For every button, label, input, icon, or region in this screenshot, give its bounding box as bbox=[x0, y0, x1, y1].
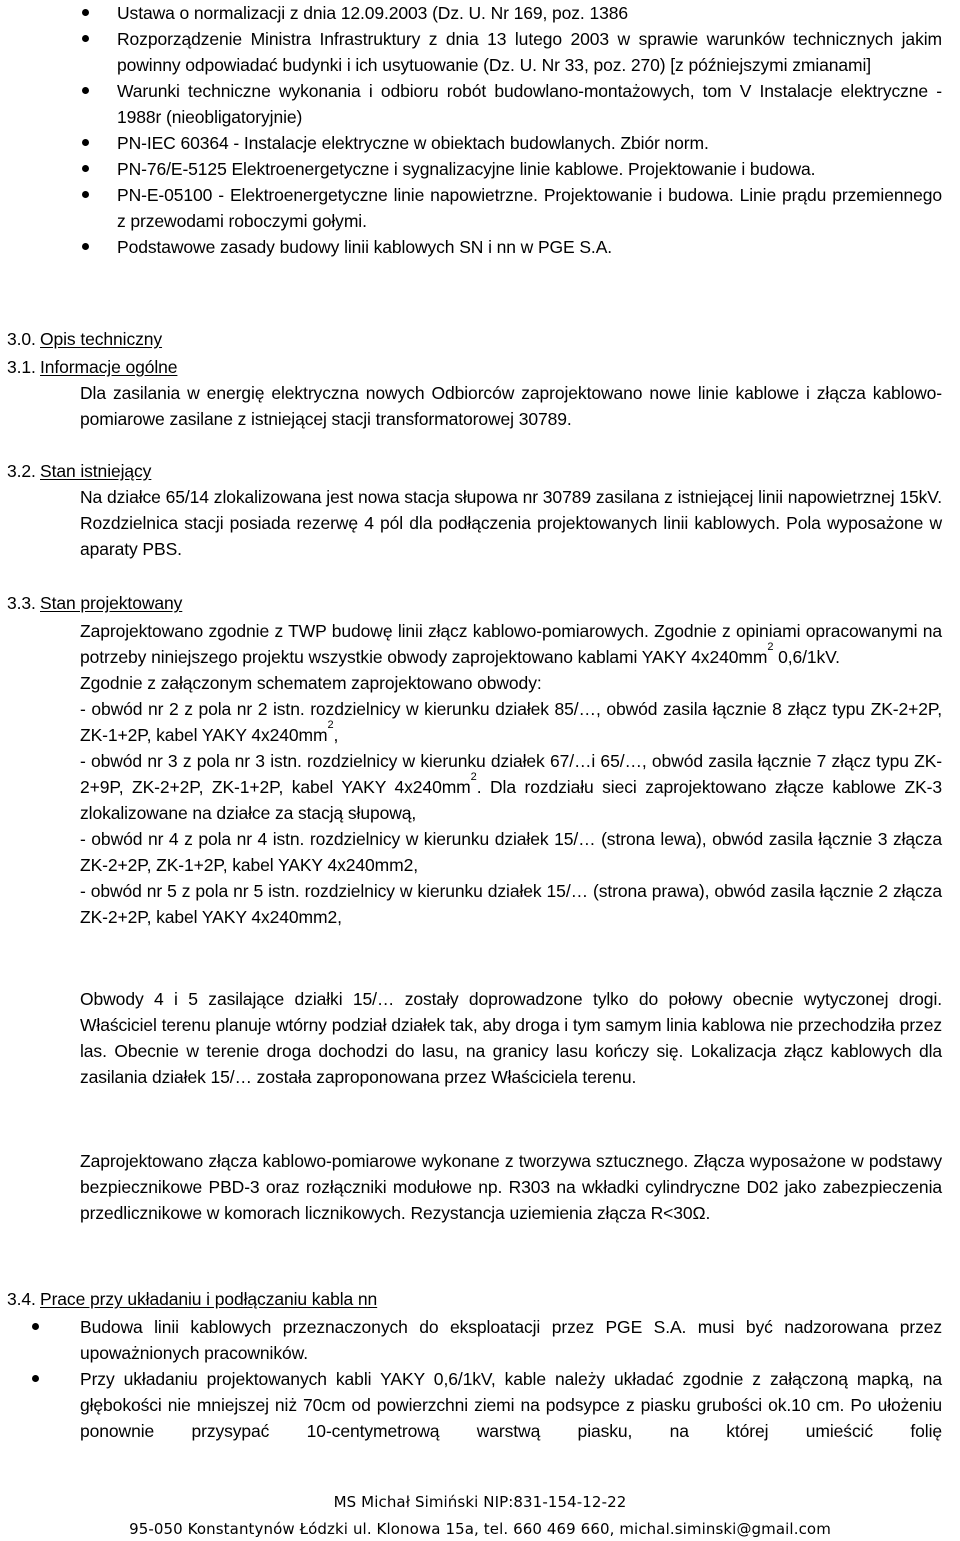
list-item bbox=[42, 1366, 942, 1444]
section-title: Stan projektowany bbox=[40, 593, 183, 613]
list-item-text: Rozporządzenie Ministra Infrastruktury z dnia 13 lutego 2003 w sprawie warunków technicznych jakim powinny odpowiadać budynki i ich usytuowanie (Dz. U. Nr 33, poz. 270) [z późniejszymi zmianami] bbox=[117, 29, 942, 75]
references-list bbox=[80, 0, 942, 260]
section-heading-3-3 bbox=[7, 590, 182, 616]
list-item bbox=[80, 234, 942, 260]
list-item-text: Budowa linii kablowych przeznaczonych do eksploatacji przez PGE S.A. musi być nadzorowana przez upoważnionych pracowników. bbox=[80, 1317, 942, 1363]
list-item bbox=[80, 0, 942, 26]
paragraph: Obwody 4 i 5 zasilające działki 15/… zostały doprowadzone tylko do połowy obecnie wytyczonej drogi. Właściciel terenu planuje wtórny podział działek tak, aby droga i tym samym linia kablowa nie przechodziła przez las. Obecnie w terenie droga dochodzi do lasu, na granicy lasu kończy się. Lokalizacja złącz kablowych dla zasilania działek 15/… została zaproponowana przez Właściciela terenu. bbox=[80, 989, 942, 1087]
section-heading-3-4 bbox=[7, 1286, 377, 1312]
list-item-text: Podstawowe zasady budowy linii kablowych SN i nn w PGE S.A. bbox=[117, 237, 613, 257]
circuit-item: - obwód nr 5 z pola nr 5 istn. rozdzielnicy w kierunku działek 15/… (strona prawa), obwód zasila łącznie 2 złącza ZK-2+2P, kabel YAKY 4x240mm2, bbox=[80, 881, 942, 927]
paragraph: Zaprojektowano zgodnie z TWP budowę linii złącz kablowo-pomiarowych. Zgodnie z opiniami opracowanymi na potrzeby niniejszego projektu wszystkie obwody zaprojektowano kablami YAKY $4x240mm^2$ 0,6/1kV. bbox=[80, 621, 942, 667]
list-item-text: Przy układaniu projektowanych kabli YAKY 0,6/1kV, kable należy układać zgodnie z załączoną mapką, na głębokości nie mniejszej niż 70cm od powierzchni ziemi na podsypce z piasku grubości ok.10 cm. Po ułożeniu ponownie przysypać 10-centymetrową warstwą piasku, na której umieścić folię bbox=[80, 1369, 942, 1441]
footer-address: 95-050 Konstantynów Łódzki ul. Klonowa 15a, tel. 660 469 660, michal.siminski@gmail.com bbox=[129, 1520, 831, 1538]
list-item bbox=[80, 130, 942, 156]
list-item-text: PN-E-05100 - Elektroenergetyczne linie napowietrzne. Projektowanie i budowa. Linie prądu przemiennego z przewodami roboczymi gołymi. bbox=[117, 185, 942, 231]
section-number: 3.4. bbox=[7, 1289, 36, 1309]
section-paragraph: Na działce 65/14 zlokalizowana jest nowa stacja słupowa nr 30789 zasilana z istniejącej linii napowietrznej 15kV. Rozdzielnica stacji posiada rezerwę 4 pól dla podłączenia projektowanych linii kablowych. Pola wyposażone w aparaty PBS. bbox=[80, 487, 942, 559]
list-item-text: Ustawa o normalizacji z dnia 12.09.2003 (Dz. U. Nr 169, poz. 1386 bbox=[117, 3, 628, 23]
list-item bbox=[80, 78, 942, 130]
footer-company: MS Michał Simiński NIP:831-154-12-22 bbox=[333, 1493, 627, 1511]
list-item bbox=[80, 26, 942, 78]
section-number: 3.1. bbox=[7, 357, 36, 377]
section-heading-3-0 bbox=[7, 326, 162, 352]
list-item bbox=[80, 182, 942, 234]
paragraph: Zaprojektowano złącza kablowo-pomiarowe wykonane z tworzywa sztucznego. Złącza wyposażone w podstawy bezpiecznikowe PBD-3 oraz rozłączniki modułowe np. R303 na wkładki cylindryczne D02 jako zabezpieczenia przedlicznikowe w komorach licznikowych. Rezystancja uziemienia złącza R<30Ω. bbox=[80, 1151, 942, 1223]
section-heading-3-1 bbox=[7, 354, 177, 380]
section-title: Prace przy układaniu i podłączaniu kabla nn bbox=[40, 1289, 378, 1309]
circuit-item: - obwód nr 4 z pola nr 4 istn. rozdzielnicy w kierunku działek 15/… (strona lewa), obwód zasila łącznie 3 złącza ZK-2+2P, ZK-1+2P, kabel YAKY 4x240mm2, bbox=[80, 829, 942, 875]
list-item-text: Warunki techniczne wykonania i odbioru robót budowlano-montażowych, tom V Instalacje elektryczne - 1988r (nieobligatoryjnie) bbox=[117, 81, 942, 127]
paragraph: Zgodnie z załączonym schematem zaprojektowano obwody: bbox=[80, 673, 542, 693]
section-number: 3.0. bbox=[7, 329, 36, 349]
section-paragraph: Dla zasilania w energię elektryczna nowych Odbiorców zaprojektowano nowe linie kablowe i złącza kablowo-pomiarowe zasilane z istniejącej stacji transformatorowej 30789. bbox=[80, 383, 942, 429]
section-heading-3-2 bbox=[7, 458, 151, 484]
section-body bbox=[80, 618, 942, 930]
section-title: Stan istniejący bbox=[40, 461, 152, 481]
list-item-text: PN-IEC 60364 - Instalacje elektryczne w obiektach budowlanych. Zbiór norm. bbox=[117, 133, 709, 153]
section-number: 3.3. bbox=[7, 593, 36, 613]
section-title: Informacje ogólne bbox=[40, 357, 178, 377]
list-item bbox=[80, 156, 942, 182]
circuit-item: - obwód nr 2 z pola nr 2 istn. rozdzielnicy w kierunku działek 85/…, obwód zasila łącznie 8 złącz typu ZK-2+2P, ZK-1+2P, kabel YAKY $4x240mm^2$, bbox=[80, 699, 942, 745]
circuit-item: - obwód nr 3 z pola nr 3 istn. rozdzielnicy w kierunku działek 67/…i 65/…, obwód zasila łącznie 7 złącz typu ZK-2+9P, ZK-2+2P, ZK-1+2P, kabel YAKY $4x240mm^2$. Dla rozdziału sieci zaprojektowano złącze kablowe ZK-3 zlokalizowane na działce za stacją słupową, bbox=[80, 751, 942, 823]
list-item-text: PN-76/E-5125 Elektroenergetyczne i sygnalizacyjne linie kablowe. Projektowanie i budowa. bbox=[117, 159, 816, 179]
section-number: 3.2. bbox=[7, 461, 36, 481]
works-list bbox=[42, 1314, 942, 1444]
list-item bbox=[42, 1314, 942, 1366]
section-title: Opis techniczny bbox=[40, 329, 163, 349]
